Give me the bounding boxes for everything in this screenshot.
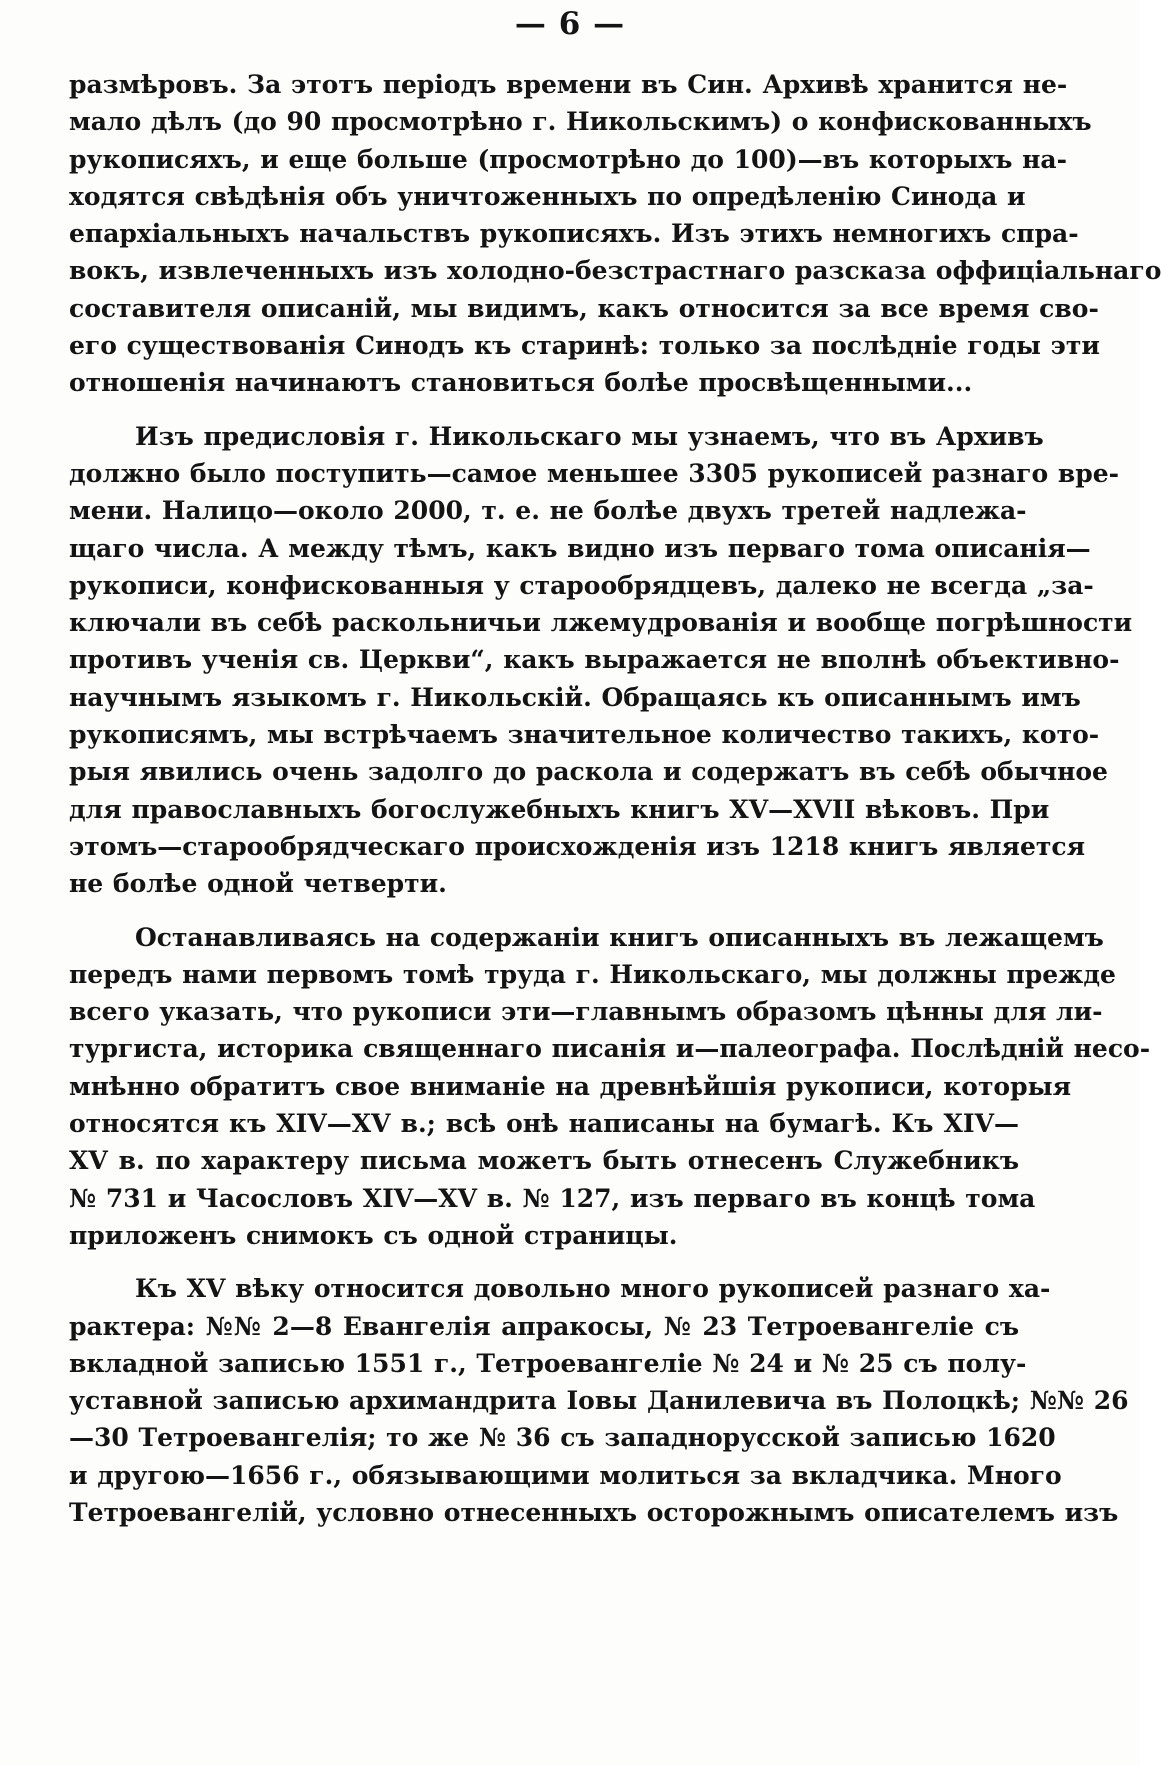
text-line: —30 Тетроевангелія; то же № 36 съ западнорусской записью 1620 [69,1423,1056,1453]
text-line: рукописяхъ, и еще больше (просмотрѣно до 100)—въ которыхъ на- [69,144,1067,174]
paragraph [69,66,1161,402]
text-line: этомъ—старообрядческаго происхожденія изъ 1218 книгъ является [69,831,1086,861]
text-line: для православныхъ богослужебныхъ книгъ XV—XVII вѣковъ. При [69,794,1050,824]
text-line: Изъ предисловія г. Никольскаго мы узнаемъ, что въ Архивъ [135,421,1044,451]
paragraph [69,919,1151,1255]
text-line: составителя описаній, мы видимъ, какъ относится за все время сво- [69,293,1099,323]
text-line: щаго числа. А между тѣмъ, какъ видно изъ перваго тома описанія— [69,533,1091,563]
text-line: тургиста, историка священнаго писанія и—палеографа. Послѣдній несо- [69,1034,1151,1064]
text-line: епархіальныхъ начальствъ рукописяхъ. Изъ этихъ немногихъ спра- [69,219,1079,249]
text-line: ключали въ себѣ раскольничьи лжемудрованія и вообще погрѣшности [69,608,1133,638]
text-line: размѣровъ. За этотъ періодъ времени въ Син. Архивѣ хранится не- [69,70,1068,99]
text-line: противъ ученія св. Церкви“, какъ выражается не вполнѣ объективно- [69,645,1120,675]
text-line: Тетроевангелій, условно отнесенныхъ осторожнымъ описателемъ изъ [69,1497,1119,1527]
text-line: и другою—1656 г., обязывающими молиться за вкладчика. Много [69,1460,1062,1490]
paragraph [69,418,1133,903]
text-line: рукописи, конфискованныя у старообрядцевъ, далеко не всегда „за- [69,570,1094,600]
text-line: мнѣнно обратитъ свое вниманіе на древнѣйшія рукописи, которыя [69,1071,1072,1101]
text-line: передъ нами первомъ томѣ труда г. Никольскаго, мы должны прежде [69,959,1116,989]
text-line: вкладной записью 1551 г., Тетроевангеліе № 24 и № 25 съ полу- [69,1348,1027,1378]
text-line: всего указать, что рукописи эти—главнымъ образомъ цѣнны для ли- [69,997,1103,1027]
text-line: рактера: №№ 2—8 Евангелія апракосы, № 23 Тетроевангеліе съ [69,1311,1019,1341]
text-line: его существованія Синодъ къ старинѣ: только за послѣдніе годы эти [69,331,1100,361]
text-line: не болѣе одной четверти. [69,869,447,899]
text-line: рукописямъ, мы встрѣчаемъ значительное количество такихъ, кото- [69,720,1100,750]
text-line: научнымъ языкомъ г. Никольскій. Обращаясь къ описаннымъ имъ [69,682,1081,712]
text-line: должно было поступить—самое меньшее 3305 рукописей разнаго вре- [69,458,1119,488]
text-line: уставной записью архимандрита Іовы Данилевича въ Полоцкѣ; №№ 26 [69,1386,1129,1416]
text-line: Останавливаясь на содержаніи книгъ описанныхъ въ лежащемъ [135,922,1104,952]
text-line: относятся къ XIV—XV в.; всѣ онѣ написаны на бумагѣ. Къ XIV— [69,1109,1019,1139]
text-line: XV в. по характеру письма можетъ быть отнесенъ Служебникъ [69,1146,1019,1176]
text-line: № 731 и Часословъ XIV—XV в. № 127, изъ перваго въ концѣ тома [69,1183,1036,1213]
text-line: вокъ, извлеченныхъ изъ холодно-безстрастнаго разсказа оффиціальнаго [69,256,1161,286]
paragraph [69,1270,1129,1531]
page-number: — 6 — [514,6,626,42]
text-line: приложенъ снимокъ съ одной страницы. [69,1220,678,1250]
body-text [69,66,1161,1531]
text-line: отношенія начинаютъ становиться болѣе просвѣщенными... [69,368,973,398]
text-line: рыя явились очень задолго до раскола и содержатъ въ себѣ обычное [69,757,1108,787]
text-line: ходятся свѣдѣнія объ уничтоженныхъ по опредѣленію Синода и [69,181,1026,211]
text-line: мало дѣлъ (до 90 просмотрѣно г. Никольскимъ) о конфискованныхъ [69,107,1092,137]
text-line: Къ XV вѣку относится довольно много рукописей разнаго ха- [135,1274,1051,1304]
text-line: мени. Налицо—около 2000, т. е. не болѣе двухъ третей надлежа- [69,496,1027,526]
